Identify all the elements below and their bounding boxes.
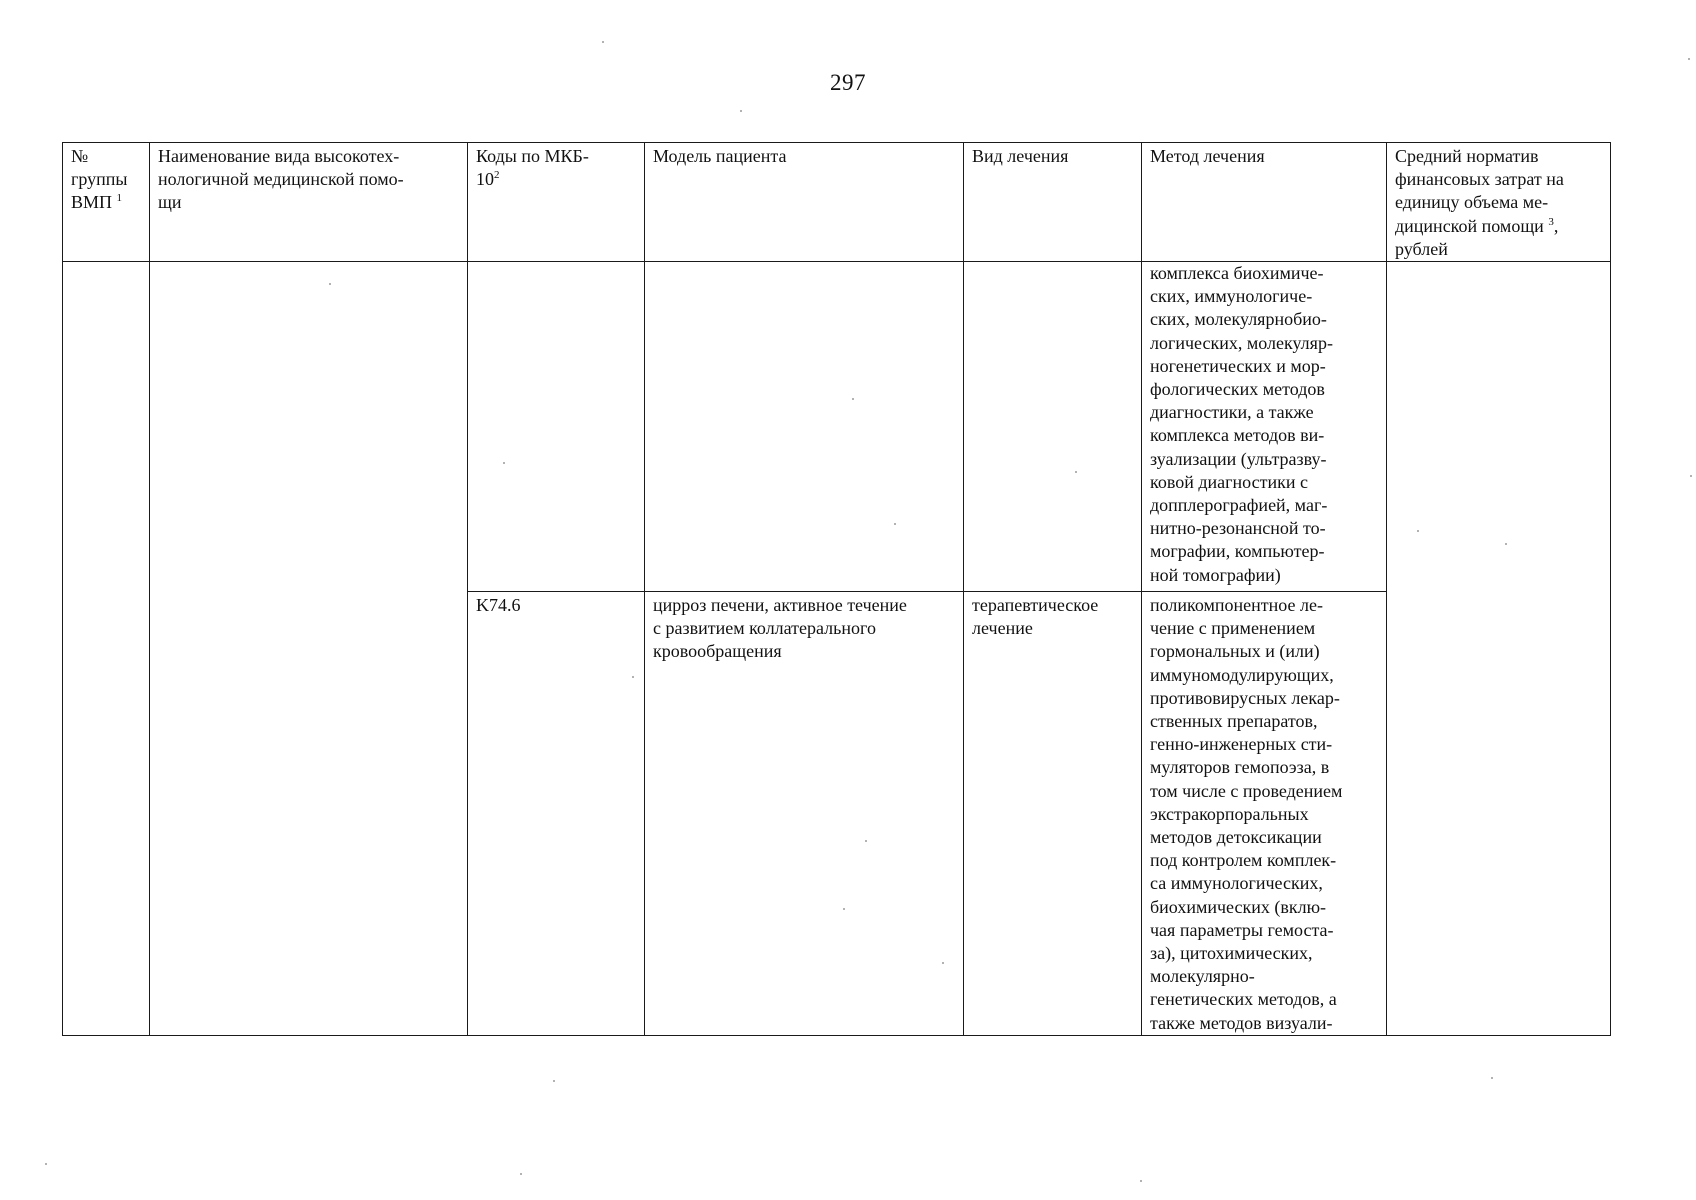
method-line: также методов визуали-	[1150, 1012, 1333, 1033]
scan-speck	[45, 1163, 47, 1165]
method-line: методов детоксикации	[1150, 827, 1322, 848]
scan-speck	[602, 41, 604, 43]
header-cost-comma: ,	[1553, 215, 1559, 236]
header-group-line	[71, 191, 141, 214]
method-line: комплекса методов ви-	[1150, 425, 1325, 446]
method-line: ственных препаратов,	[1150, 711, 1318, 732]
treatment-line: лечение	[972, 618, 1033, 639]
cell-group-number	[63, 262, 150, 1036]
header-name-line: нологичной медицинской помо-	[158, 169, 404, 190]
cell-patient-model	[645, 592, 964, 1036]
header-cost-text: дицинской помощи	[1395, 215, 1544, 236]
scan-speck	[865, 840, 867, 842]
table-body	[63, 262, 1611, 1036]
method-line: под контролем комплек-	[1150, 850, 1337, 871]
cell-care-name	[150, 262, 468, 1036]
page-number: 297	[830, 70, 866, 95]
scan-speck	[553, 1080, 555, 1082]
treatment-line: терапевтическое	[972, 595, 1099, 616]
footnote-ref-2: 2	[494, 169, 500, 182]
header-treatment-type: Вид лечения	[964, 143, 1142, 262]
method-line: мографии, компьютер-	[1150, 541, 1325, 562]
header-icd-codes	[468, 143, 645, 262]
scan-speck	[1688, 58, 1690, 60]
scan-speck	[520, 1173, 522, 1175]
method-line: ских, иммунологиче-	[1150, 286, 1313, 307]
header-codes-line: Коды по МКБ-	[476, 146, 589, 166]
method-line: ной томографии)	[1150, 564, 1281, 585]
model-line: цирроз печени, активное течение	[653, 595, 907, 616]
method-line: за), цитохимических,	[1150, 943, 1313, 964]
method-line: фологических методов	[1150, 379, 1325, 400]
model-line: кровообращения	[653, 641, 782, 662]
method-line: муляторов гемопоэза, в	[1150, 757, 1330, 778]
model-line: с развитием коллатерального	[653, 618, 876, 639]
cell-icd-code	[468, 262, 645, 592]
cell-patient-model	[645, 262, 964, 592]
method-line: экстракорпоральных	[1150, 803, 1309, 824]
method-line: зуализации (ультразву-	[1150, 448, 1327, 469]
header-care-name	[150, 143, 468, 262]
method-line: поликомпонентное ле-	[1150, 595, 1323, 616]
cell-cost-standard	[1387, 262, 1611, 1036]
cell-treatment-type	[964, 262, 1142, 592]
scan-speck	[1690, 475, 1692, 477]
header-cost-line: финансовых затрат на	[1395, 169, 1564, 190]
method-line: чая параметры гемоста-	[1150, 919, 1334, 940]
scan-speck	[942, 962, 944, 964]
scan-speck	[1075, 471, 1077, 473]
method-line: са иммунологических,	[1150, 873, 1323, 894]
scan-speck	[1140, 1180, 1142, 1182]
footnote-ref-3: 3	[1548, 215, 1554, 228]
scan-speck	[1417, 530, 1419, 532]
method-line: нитно-резонансной то-	[1150, 518, 1326, 539]
header-cost-standard	[1387, 143, 1611, 262]
header-group-line: группы	[71, 169, 128, 190]
header-group-line: №	[71, 146, 89, 166]
scan-speck	[329, 283, 331, 285]
method-line: противовирусных лекар-	[1150, 687, 1340, 708]
cell-icd-code: K74.6	[468, 592, 645, 1036]
header-cost-line: единицу объема ме-	[1395, 192, 1549, 213]
header-treatment-method: Метод лечения	[1142, 143, 1387, 262]
method-line: комплекса биохимиче-	[1150, 263, 1324, 284]
method-line: ногенетических и мор-	[1150, 355, 1326, 376]
method-line: генно-инженерных сти-	[1150, 734, 1333, 755]
header-group-text: ВМП	[71, 192, 113, 213]
header-codes-text: 10	[476, 169, 494, 190]
method-line: чение с применением	[1150, 618, 1316, 639]
vmp-table	[62, 142, 1611, 1036]
table-row	[63, 262, 1611, 592]
header-cost-line: рублей	[1395, 238, 1448, 259]
header-name-line: Наименование вида высокотех-	[158, 146, 400, 166]
method-line: иммуномодулирующих,	[1150, 664, 1334, 685]
method-line: молекулярно-	[1150, 966, 1255, 987]
header-patient-model: Модель пациента	[645, 143, 964, 262]
header-cost-line	[1395, 215, 1602, 238]
header-cost-line: Средний норматив	[1395, 146, 1539, 166]
scan-speck	[740, 110, 742, 112]
header-row	[63, 143, 1611, 262]
method-line: биохимических (вклю-	[1150, 896, 1327, 917]
footnote-ref-1: 1	[116, 192, 123, 205]
method-line: логических, молекуляр-	[1150, 332, 1333, 353]
scan-speck	[1491, 1077, 1493, 1079]
method-line: ковой диагностики с	[1150, 471, 1308, 492]
method-line: том числе с проведением	[1150, 780, 1343, 801]
table-header	[63, 143, 1611, 262]
header-name-line: щи	[158, 192, 182, 213]
scan-speck	[503, 462, 505, 464]
method-line: гормональных и (или)	[1150, 641, 1320, 662]
scan-speck	[852, 398, 854, 400]
cell-treatment-type	[964, 592, 1142, 1036]
scan-speck	[843, 908, 845, 910]
scan-speck	[632, 676, 634, 678]
scan-speck	[894, 523, 896, 525]
cell-treatment-method	[1142, 592, 1387, 1036]
scan-speck	[1505, 543, 1507, 545]
header-codes-line	[476, 168, 636, 191]
method-line: допплерографией, маг-	[1150, 495, 1328, 516]
method-line: ских, молекулярнобио-	[1150, 309, 1327, 330]
cell-treatment-method	[1142, 262, 1387, 592]
method-line: генетических методов, а	[1150, 989, 1337, 1010]
method-line: диагностики, а также	[1150, 402, 1314, 423]
header-group-number	[63, 143, 150, 262]
